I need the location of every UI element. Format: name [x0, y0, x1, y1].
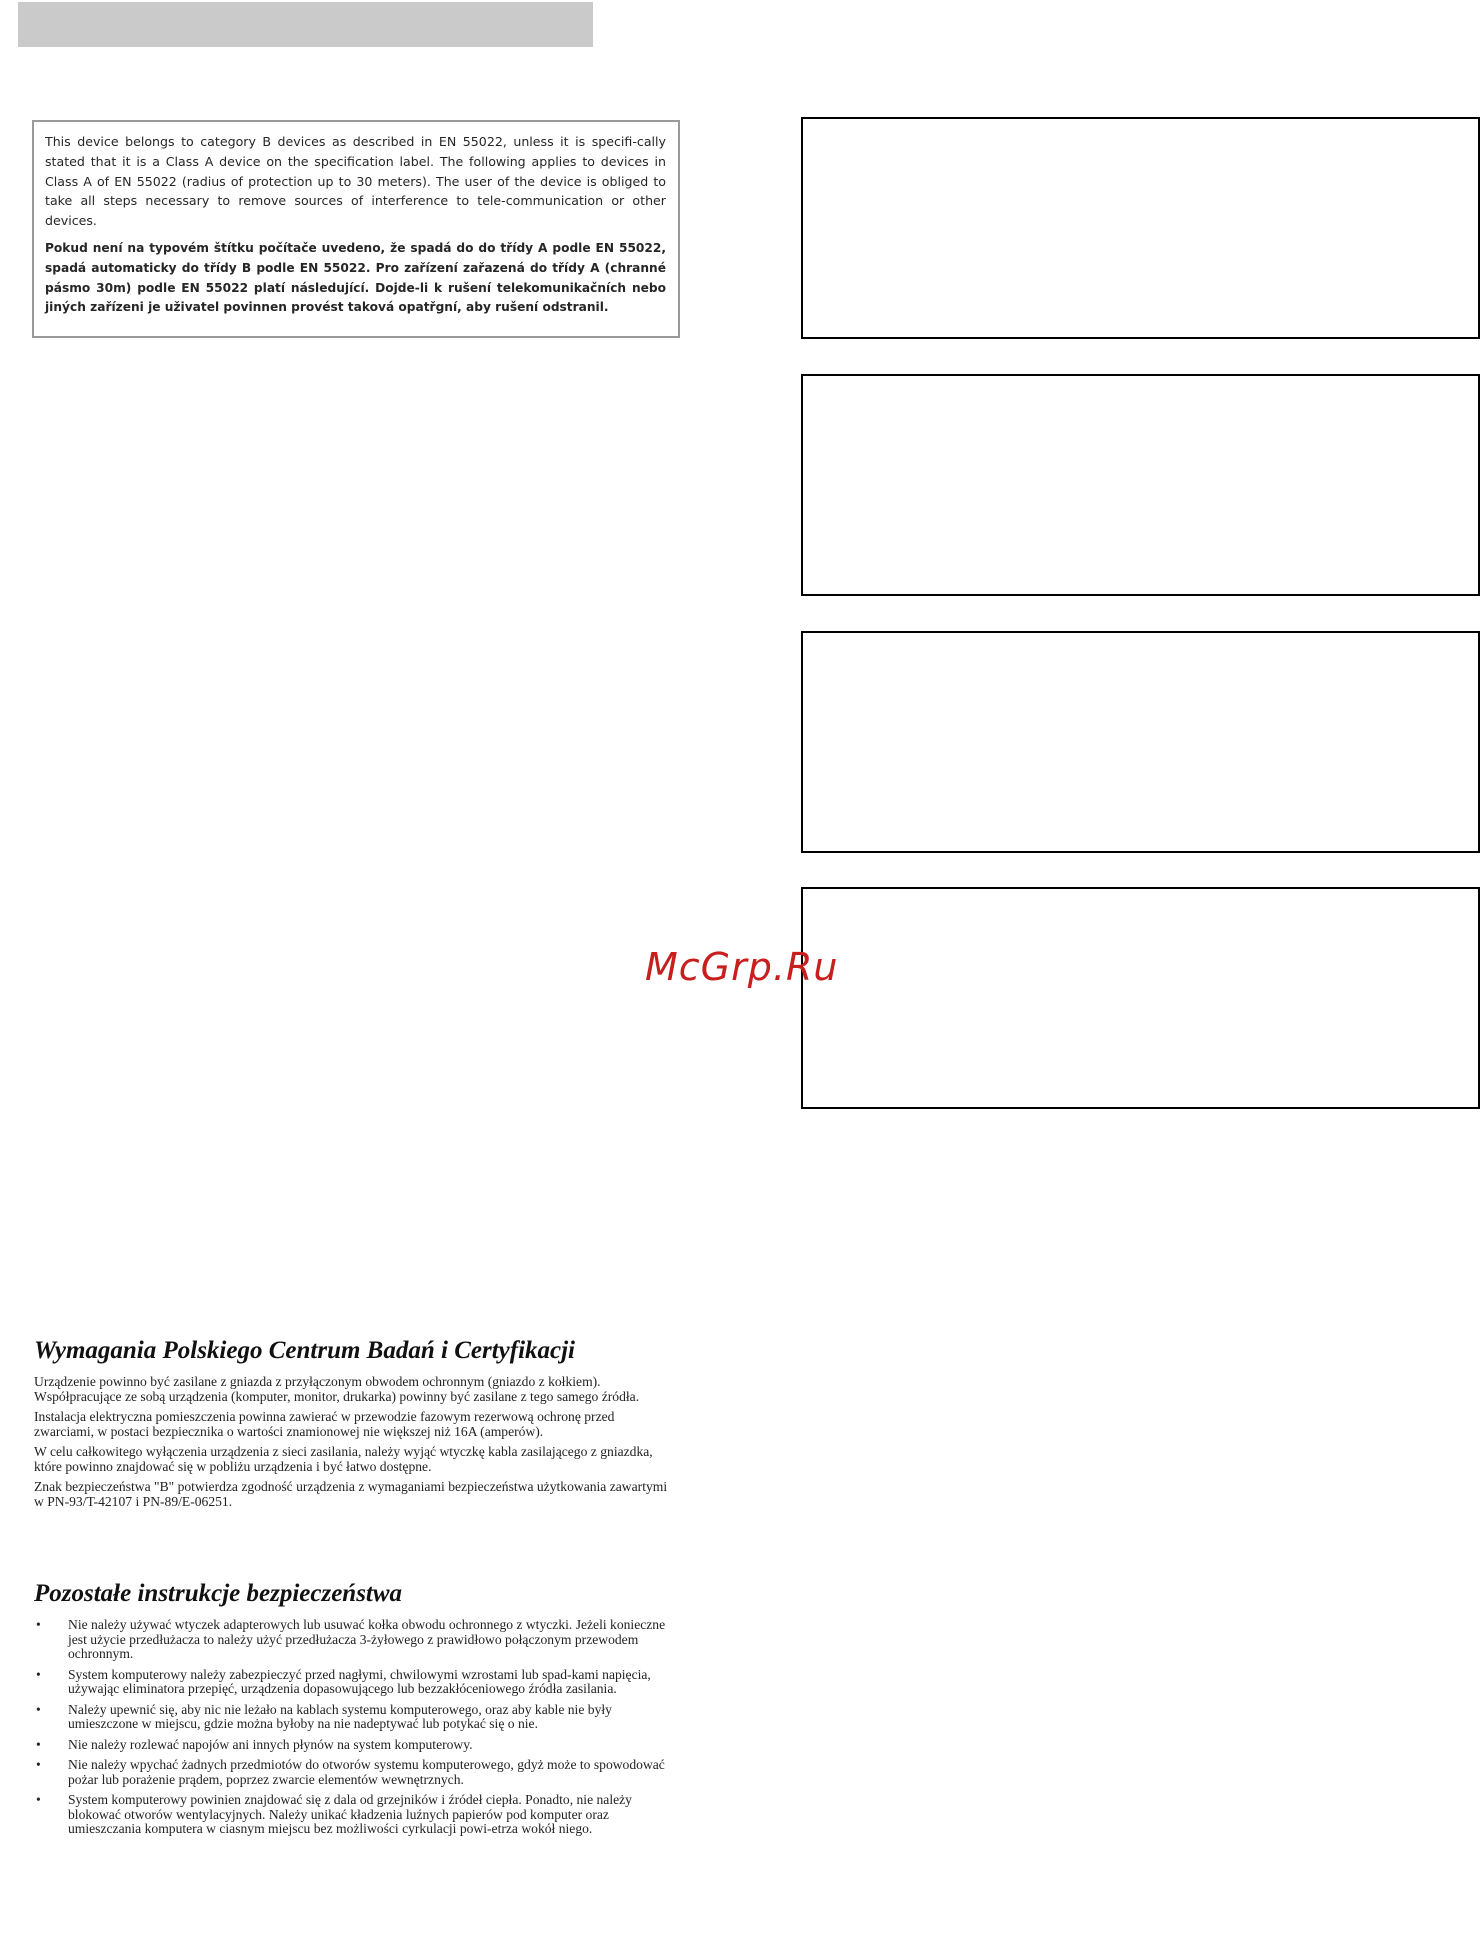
- list-item-text: Nie należy wpychać żadnych przedmiotów do otworów systemu komputerowego, gdyż może to spowodować pożar lub porażenie prądem, poprzez zwarcie elementów wewnętrznych.: [68, 1757, 665, 1787]
- empty-frame-4: [801, 887, 1480, 1109]
- bullet-icon: •: [36, 1792, 41, 1807]
- list-item-text: Nie należy rozlewać napojów ani innych płynów na system komputerowy.: [68, 1736, 473, 1752]
- list-item: [34, 1738, 674, 1753]
- emc-notice-czech: Pokud není na typovém štítku počítače uvedeno, že spadá do do třídy A podle EN 55022, spadá automaticky do třídy B podle EN 55022. Pro zařízení zařazená do třídy A (chranné pásmo 30m) podle EN 55022 platí následující. Dojde-li k rušení telekomunikačních nebo jiných zařízeni je uživatel povinnen provést taková opatřgní, aby rušení odstranil.: [45, 240, 666, 315]
- pcbc-paragraph: W celu całkowitego wyłączenia urządzenia z sieci zasilania, należy wyjąć wtyczkę kabla zasilającego z gniazdka, które powinno znajdować się w pobliżu urządzenia i być łatwo dostępne.: [34, 1444, 653, 1474]
- pcbc-title: Wymagania Polskiego Centrum Badań i Certyfikacji: [34, 1337, 576, 1364]
- emc-notice-box: [32, 120, 680, 338]
- watermark: McGrp.Ru: [645, 945, 839, 989]
- bullet-icon: •: [36, 1757, 41, 1772]
- list-item-text: System komputerowy powinien znajdować się z dala od grzejników i źródeł ciepła. Ponadto, nie należy blokować otworów wentylacyjnych. Należy unikać kładzenia luźnych papierów pod komputer oraz umieszczania komputera w ciasnym miejscu bez możliwości cyrkulacji powi-etrza wokół niego.: [68, 1792, 632, 1836]
- safety-section: [34, 1580, 674, 1843]
- pcbc-section: [34, 1337, 674, 1515]
- emc-notice-english: This device belongs to category B devices as described in EN 55022, unless it is specifi-cally stated that it is a Class A device on the specification label. The following applies to devices in Class A of EN 55022 (radius of protection up to 30 meters). The user of the device is obliged to take all steps necessary to remove sources of interference to tele-communication or other devices.: [45, 134, 666, 229]
- bullet-icon: •: [36, 1736, 41, 1752]
- list-item: [34, 1618, 674, 1662]
- list-item-text: System komputerowy należy zabezpieczyć przed nagłymi, chwilowymi wzrostami lub spad-kami napięcia, używając eliminatora przepięć, urządzenia dopasowującego lub bezzakłóceniowego źródła zasilania.: [68, 1666, 651, 1696]
- list-item-text: Nie należy używać wtyczek adapterowych lub usuwać kołka obwodu ochronnego z wtyczki. Jeżeli konieczne jest użycie przedłużacza to należy użyć przedłużacza 3-żyłowego z prawidłowo połączonym przewodem ochronnym.: [68, 1617, 666, 1661]
- pcbc-paragraph: Znak bezpieczeństwa "B" potwierdza zgodność urządzenia z wymaganiami bezpieczeństwa użytkowania zawartymi w PN-93/T-42107 i PN-89/E-06251.: [34, 1479, 668, 1509]
- pcbc-paragraph: Instalacja elektryczna pomieszczenia powinna zawierać w przewodzie fazowym rezerwową ochronę przed zwarciami, w postaci bezpiecznika o wartości znamionowej nie większej niż 16A (amperów).: [34, 1409, 615, 1439]
- bullet-icon: •: [36, 1666, 41, 1682]
- list-item-text: Należy upewnić się, aby nic nie leżało na kablach systemu komputerowego, oraz aby kable nie były umieszczone w miejscu, gdzie można byłoby na nie nadeptywać lub potykać się o nie.: [68, 1701, 612, 1731]
- list-item: [34, 1793, 674, 1837]
- empty-frame-2: [801, 374, 1480, 596]
- bullet-icon: •: [36, 1617, 41, 1632]
- empty-frame-3: [801, 631, 1480, 853]
- list-item: [34, 1668, 674, 1697]
- list-item: [34, 1703, 674, 1732]
- bullet-icon: •: [36, 1701, 41, 1717]
- empty-frame-1: [801, 117, 1480, 339]
- safety-list: [34, 1618, 674, 1837]
- pcbc-paragraph: Urządzenie powinno być zasilane z gniazda z przyłączonym obwodem ochronnym (gniazdo z kołkiem). Współpracujące ze sobą urządzenia (komputer, monitor, drukarka) powinny być zasilane z tego samego źródła.: [34, 1374, 640, 1404]
- list-item: [34, 1758, 674, 1787]
- safety-title: Pozostałe instrukcje bezpieczeństwa: [34, 1580, 403, 1607]
- header-bar: [18, 2, 593, 47]
